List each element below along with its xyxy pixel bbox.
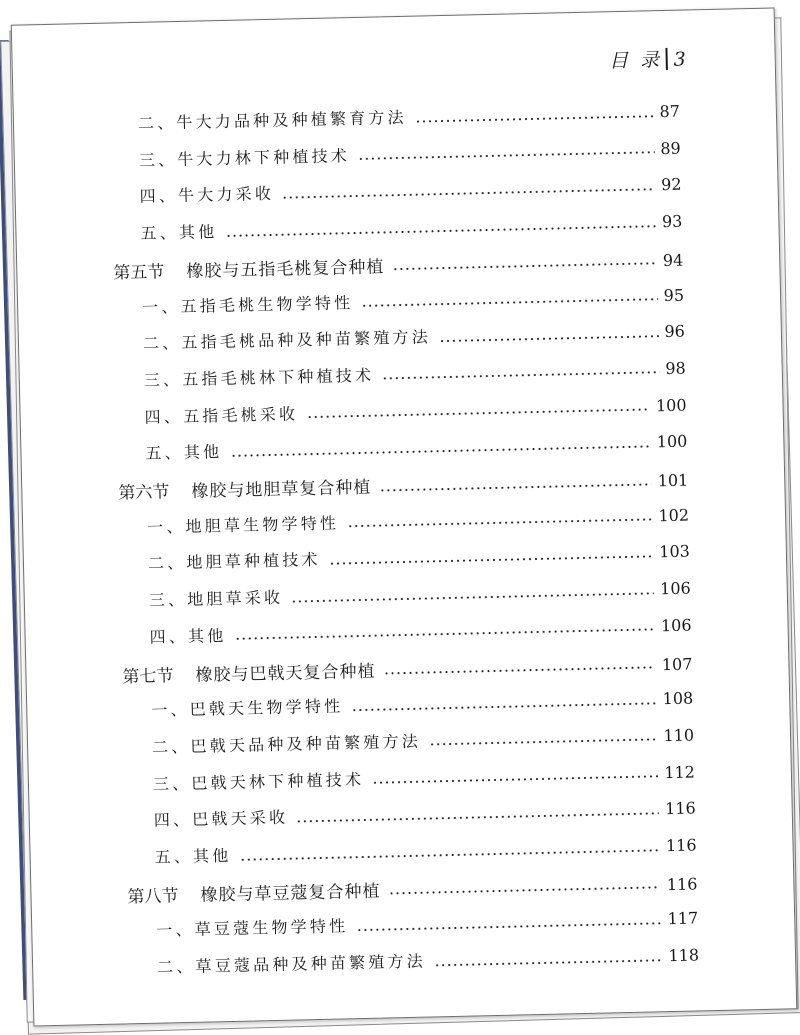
item-title: 一、草豆蔻生物学特性 bbox=[156, 916, 349, 941]
page-number: 96 bbox=[664, 321, 686, 342]
page-number: 89 bbox=[660, 138, 681, 158]
toc-item-row bbox=[156, 906, 698, 941]
dot-leader bbox=[439, 335, 659, 342]
toc-section-row bbox=[113, 245, 683, 283]
dot-leader bbox=[379, 483, 651, 491]
section-number: 第五节 bbox=[113, 262, 165, 284]
page-number: 107 bbox=[661, 653, 693, 674]
section-name: 橡胶与五指毛桃复合种植 bbox=[186, 257, 385, 282]
page-number: 116 bbox=[664, 798, 696, 819]
toc-item-row bbox=[148, 539, 690, 574]
item-title: 二、草豆蔻品种及种苗繁殖方法 bbox=[156, 951, 427, 977]
dot-leader bbox=[361, 298, 657, 307]
page-number: 117 bbox=[667, 908, 699, 929]
item-title: 三、巴戟天林下种植技术 bbox=[152, 769, 365, 794]
dot-leader bbox=[356, 922, 661, 931]
toc-item-row bbox=[147, 502, 689, 537]
item-title: 五、其他 bbox=[154, 846, 232, 867]
item-title: 四、牛大力采收 bbox=[139, 184, 275, 207]
item-title: 四、巴戟天采收 bbox=[153, 808, 289, 831]
section-name: 橡胶与地胆草复合种植 bbox=[191, 477, 372, 502]
item-title: 四、五指毛桃采收 bbox=[144, 403, 299, 427]
toc-item-row bbox=[142, 282, 684, 317]
page-number: 106 bbox=[659, 578, 691, 599]
dot-leader bbox=[282, 188, 655, 198]
section-number: 第六节 bbox=[118, 482, 170, 504]
toc-item-row bbox=[139, 172, 681, 207]
section-name: 橡胶与巴戟天复合种植 bbox=[195, 661, 376, 686]
toc-page bbox=[11, 7, 798, 1026]
item-title: 二、五指毛桃品种及种苗繁殖方法 bbox=[142, 327, 432, 354]
page-number: 106 bbox=[660, 615, 692, 635]
dot-leader bbox=[347, 519, 652, 528]
toc-section-row bbox=[118, 466, 688, 504]
section-name: 橡胶与草豆蔻复合种植 bbox=[200, 881, 381, 906]
dot-leader bbox=[240, 849, 661, 861]
dot-leader bbox=[230, 445, 651, 457]
toc-item-row bbox=[149, 612, 691, 647]
page-number: 102 bbox=[658, 505, 690, 525]
item-title: 一、巴戟天生物学特性 bbox=[151, 696, 344, 720]
item-title: 一、五指毛桃生物学特性 bbox=[141, 292, 354, 317]
page-number: 100 bbox=[656, 431, 688, 452]
page-number: 92 bbox=[660, 175, 682, 195]
header-label: 目 录 bbox=[608, 49, 663, 73]
dot-leader bbox=[225, 225, 656, 237]
dot-leader bbox=[382, 372, 659, 380]
page-number: 118 bbox=[668, 945, 700, 966]
toc-item-row bbox=[138, 99, 680, 134]
dot-leader bbox=[429, 739, 658, 746]
page-number: 116 bbox=[666, 874, 698, 894]
toc-item-row bbox=[143, 319, 685, 354]
section-title bbox=[127, 876, 381, 907]
page-number: 103 bbox=[659, 541, 691, 562]
toc-item-row bbox=[145, 429, 687, 464]
page-number: 108 bbox=[662, 688, 694, 709]
dot-leader bbox=[434, 959, 663, 966]
dot-leader bbox=[235, 629, 656, 641]
dot-leader bbox=[296, 812, 659, 822]
dot-leader bbox=[389, 886, 661, 894]
page-number: 93 bbox=[661, 211, 683, 232]
item-title: 一、地胆草生物学特性 bbox=[146, 513, 340, 537]
section-number: 第七节 bbox=[122, 665, 174, 687]
page-number: 110 bbox=[663, 725, 695, 746]
item-title: 五、其他 bbox=[140, 222, 218, 243]
toc-item-row bbox=[139, 135, 681, 170]
toc-item-row bbox=[154, 796, 696, 831]
item-title: 五、其他 bbox=[145, 442, 223, 464]
page-number: 87 bbox=[659, 101, 681, 122]
dot-leader bbox=[306, 408, 650, 418]
toc-item-row bbox=[149, 576, 691, 611]
dot-leader bbox=[291, 592, 654, 602]
section-title bbox=[122, 656, 376, 687]
toc-item-row bbox=[140, 209, 682, 244]
toc-section-row bbox=[122, 649, 692, 687]
toc-item-row bbox=[152, 722, 694, 757]
dot-leader bbox=[351, 702, 656, 711]
item-title: 三、地胆草采收 bbox=[148, 587, 284, 610]
item-title: 二、巴戟天品种及种苗繁殖方法 bbox=[151, 731, 422, 757]
header-divider bbox=[666, 48, 668, 70]
toc-item-row bbox=[151, 686, 693, 721]
toc-section-row bbox=[127, 869, 697, 907]
toc-item-row bbox=[144, 355, 686, 390]
section-number: 第八节 bbox=[127, 885, 179, 908]
dot-leader bbox=[329, 555, 654, 564]
page-number: 94 bbox=[662, 250, 684, 270]
toc-item-row bbox=[153, 759, 695, 794]
item-title: 二、牛大力品种及种植繁育方法 bbox=[137, 107, 407, 133]
page-number: 95 bbox=[663, 285, 685, 305]
section-title bbox=[113, 252, 384, 283]
page-number: 112 bbox=[664, 762, 696, 782]
item-title: 三、五指毛桃林下种植技术 bbox=[143, 365, 375, 390]
toc-item-row bbox=[154, 832, 696, 867]
header-page-number: 3 bbox=[673, 48, 689, 71]
dot-leader bbox=[392, 262, 657, 270]
item-title: 四、其他 bbox=[149, 625, 227, 647]
dot-leader bbox=[415, 115, 654, 122]
page-number: 98 bbox=[665, 358, 686, 378]
item-title: 二、地胆草种植技术 bbox=[147, 550, 321, 574]
toc-item-row bbox=[144, 392, 686, 427]
toc-item-row bbox=[157, 943, 699, 978]
page-number: 100 bbox=[655, 395, 687, 415]
page-number: 116 bbox=[665, 835, 697, 856]
dot-leader bbox=[358, 151, 654, 160]
dot-leader bbox=[372, 775, 658, 783]
page-header bbox=[609, 44, 689, 73]
dot-leader bbox=[384, 666, 656, 674]
item-title: 三、牛大力林下种植技术 bbox=[138, 145, 351, 170]
section-title bbox=[118, 473, 372, 504]
page-number: 101 bbox=[657, 470, 689, 491]
